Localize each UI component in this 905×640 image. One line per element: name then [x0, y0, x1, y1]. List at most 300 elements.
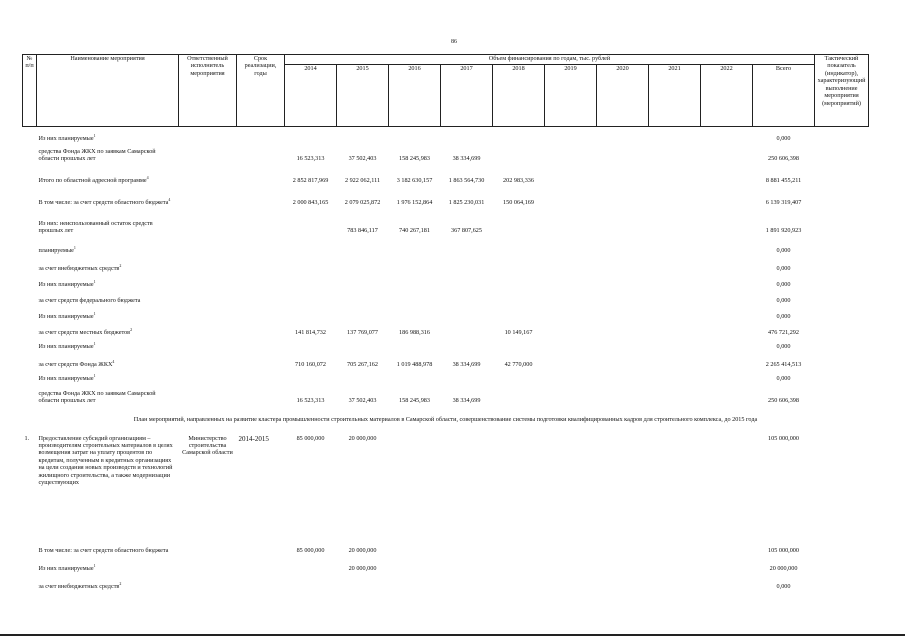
row-resp — [179, 369, 237, 383]
header-year: 2016 — [389, 65, 441, 127]
row-indicator — [815, 127, 869, 143]
row-value — [545, 207, 597, 235]
row-value — [649, 369, 701, 383]
row-name-text: за счет средств федерального бюджета — [38, 297, 141, 305]
row-value — [545, 289, 597, 305]
header-term: Срок реализации, годы — [237, 55, 285, 127]
row-term — [237, 573, 285, 591]
row-value — [597, 235, 649, 255]
row-resp — [179, 127, 237, 143]
row-value — [649, 143, 701, 163]
row-value — [649, 321, 701, 337]
header-responsible: Ответственный исполнитель мероприятия — [179, 55, 237, 127]
row-resp — [179, 555, 237, 573]
row-value — [597, 207, 649, 235]
row-value — [441, 273, 493, 289]
row-name — [37, 235, 179, 255]
row-name-text: за счет средств Фонда ЖКХ — [38, 361, 113, 369]
row-value — [649, 255, 701, 273]
row-value — [545, 163, 597, 185]
row-value — [701, 535, 753, 555]
row-value — [493, 369, 545, 383]
row-term — [237, 289, 285, 305]
row-resp — [179, 207, 237, 235]
row-value — [545, 255, 597, 273]
row-total: 8 881 455,211 — [765, 177, 802, 185]
row-value — [337, 235, 389, 255]
row-value: 2 000 843,165 — [292, 199, 329, 207]
item-value — [493, 435, 545, 535]
row-value — [441, 337, 493, 351]
row-name — [37, 207, 179, 235]
row-resp — [179, 273, 237, 289]
row-name — [37, 383, 179, 405]
row-value — [285, 337, 337, 351]
row-value — [649, 207, 701, 235]
item-value: 20 000,000 — [348, 434, 377, 442]
row-value: 367 807,625 — [451, 227, 482, 235]
table-row — [23, 369, 869, 383]
row-name — [37, 321, 179, 337]
row-value — [701, 185, 753, 207]
row-value — [441, 369, 493, 383]
row-value — [701, 305, 753, 321]
table-row — [23, 435, 869, 535]
row-name-text: планируемые — [38, 247, 74, 255]
row-resp — [179, 289, 237, 305]
row-value — [285, 305, 337, 321]
row-total: 0,000 — [776, 135, 791, 143]
table-row — [23, 273, 869, 289]
row-no — [23, 535, 37, 555]
row-value — [389, 305, 441, 321]
row-value — [545, 383, 597, 405]
row-value — [597, 305, 649, 321]
row-total: 0,000 — [776, 265, 791, 273]
row-value — [337, 573, 389, 591]
row-value — [597, 383, 649, 405]
table-row — [23, 207, 869, 235]
row-value — [649, 127, 701, 143]
row-resp — [179, 185, 237, 207]
row-value: 38 334,699 — [452, 397, 481, 405]
row-term — [237, 337, 285, 351]
header-year: 2019 — [545, 65, 597, 127]
row-value — [337, 337, 389, 351]
row-value — [597, 143, 649, 163]
row-value — [493, 289, 545, 305]
row-value — [337, 289, 389, 305]
row-value — [493, 555, 545, 573]
row-value — [701, 163, 753, 185]
row-indicator — [815, 255, 869, 273]
row-name — [37, 185, 179, 207]
row-total: 0,000 — [776, 297, 791, 305]
row-no — [23, 273, 37, 289]
row-value — [337, 127, 389, 143]
footnote-mark: 1 — [93, 373, 96, 378]
row-value — [649, 185, 701, 207]
row-value: 740 267,181 — [399, 227, 430, 235]
row-indicator — [815, 351, 869, 369]
row-term — [237, 321, 285, 337]
row-value — [545, 185, 597, 207]
row-value: 3 182 630,157 — [396, 177, 433, 185]
table-row — [23, 185, 869, 207]
row-value — [701, 289, 753, 305]
row-value: 16 523,313 — [296, 155, 325, 163]
row-value: 38 334,699 — [452, 155, 481, 163]
row-value — [493, 305, 545, 321]
row-value — [545, 369, 597, 383]
row-name-text: Из них планируемые — [38, 343, 94, 351]
row-value — [597, 321, 649, 337]
item-name: Предоставление субсидий организациям – производителям строительных материалов в целях возмещения затрат на уплату процентов по кредитам, полученным в кредитных организациях на цели создания новых производств и технологий жилищного строительства, а также модернизации существующих — [38, 434, 173, 487]
item-no: 1. — [24, 434, 30, 442]
header-year: 2014 — [285, 65, 337, 127]
footnote-mark: 4 — [112, 359, 115, 364]
row-indicator — [815, 305, 869, 321]
table-row — [23, 573, 869, 591]
row-value — [441, 535, 493, 555]
row-value — [701, 555, 753, 573]
row-no — [23, 321, 37, 337]
row-total: 6 139 319,407 — [765, 199, 802, 207]
row-value — [649, 235, 701, 255]
row-no — [23, 305, 37, 321]
row-value: 1 825 230,031 — [448, 199, 485, 207]
row-value: 20 000,000 — [348, 565, 377, 573]
row-value — [545, 143, 597, 163]
row-resp — [179, 305, 237, 321]
row-name — [37, 143, 179, 163]
row-value — [389, 573, 441, 591]
row-value: 710 160,072 — [295, 361, 326, 369]
row-value — [441, 127, 493, 143]
row-value — [337, 369, 389, 383]
row-value — [545, 535, 597, 555]
footnote-mark: 2 — [130, 327, 133, 332]
row-value: 37 502,403 — [348, 397, 377, 405]
row-value — [285, 289, 337, 305]
row-no — [23, 235, 37, 255]
row-value: 20 000,000 — [348, 547, 377, 555]
row-value — [701, 351, 753, 369]
row-name-text: средства Фонда ЖКХ по заявкам Самарской области прошлых лет — [38, 389, 156, 405]
row-value — [389, 337, 441, 351]
row-value: 37 502,403 — [348, 155, 377, 163]
row-indicator — [815, 369, 869, 383]
row-value: 2 852 817,969 — [292, 177, 329, 185]
row-value — [285, 207, 337, 235]
row-name — [37, 305, 179, 321]
row-no — [23, 337, 37, 351]
page-number: 86 — [451, 39, 457, 45]
row-value — [545, 305, 597, 321]
header-year: 2022 — [701, 65, 753, 127]
row-value: 158 245,983 — [399, 397, 430, 405]
row-value — [649, 535, 701, 555]
row-indicator — [815, 321, 869, 337]
row-resp — [179, 235, 237, 255]
row-indicator — [815, 573, 869, 591]
row-name — [37, 273, 179, 289]
row-value — [545, 555, 597, 573]
row-value — [597, 289, 649, 305]
row-indicator — [815, 535, 869, 555]
row-value — [337, 305, 389, 321]
row-value — [389, 535, 441, 555]
item-total: 105 000,000 — [768, 434, 799, 442]
footnote-mark: 1 — [93, 279, 96, 284]
row-value — [649, 555, 701, 573]
row-indicator — [815, 289, 869, 305]
row-total: 0,000 — [776, 583, 791, 591]
row-no — [23, 185, 37, 207]
bottom-rule — [0, 634, 905, 636]
row-value — [545, 337, 597, 351]
row-no — [23, 369, 37, 383]
row-value — [493, 255, 545, 273]
row-value: 38 334,699 — [452, 361, 481, 369]
row-value — [597, 185, 649, 207]
row-value — [493, 207, 545, 235]
item-responsible: Министерство строительства Самарской области — [182, 434, 233, 457]
row-no — [23, 143, 37, 163]
item-term: 2014-2015 — [238, 434, 269, 443]
item-value — [597, 435, 649, 535]
item-value — [701, 435, 753, 535]
header-year: 2015 — [337, 65, 389, 127]
header-volume: Объем финансирования по годам, тыс. рублей — [285, 55, 815, 65]
header-year: 2018 — [493, 65, 545, 127]
row-total: 0,000 — [776, 313, 791, 321]
footnote-mark: 4 — [146, 175, 149, 180]
row-value — [493, 235, 545, 255]
row-value — [493, 383, 545, 405]
table-row — [23, 337, 869, 351]
row-value — [545, 235, 597, 255]
section-title: План мероприятий, направленных на развитие кластера промышленности строительных материалов в Самарской области, совершенствование системы подготовки квалифицированных кадров для строительного комплекса, до 2015 года — [133, 415, 758, 423]
table-row — [23, 143, 869, 163]
row-no — [23, 383, 37, 405]
row-value — [545, 127, 597, 143]
financing-table — [22, 54, 869, 591]
row-value — [701, 127, 753, 143]
row-value — [389, 235, 441, 255]
row-value: 705 267,162 — [347, 361, 378, 369]
row-value: 137 769,077 — [347, 329, 378, 337]
row-name — [37, 573, 179, 591]
row-term — [237, 273, 285, 289]
footnote-mark: 1 — [93, 563, 96, 568]
row-name — [37, 163, 179, 185]
item-value — [389, 435, 441, 535]
row-value — [597, 555, 649, 573]
row-value — [441, 255, 493, 273]
row-indicator — [815, 207, 869, 235]
row-value — [597, 163, 649, 185]
row-value — [597, 351, 649, 369]
row-name — [37, 127, 179, 143]
table-row — [23, 383, 869, 405]
row-value — [649, 383, 701, 405]
row-value — [493, 273, 545, 289]
footnote-mark: 1 — [93, 341, 96, 346]
row-value — [441, 321, 493, 337]
row-value — [493, 337, 545, 351]
row-value — [701, 207, 753, 235]
row-total: 20 000,000 — [769, 565, 798, 573]
row-term — [237, 535, 285, 555]
row-name-text: Из них планируемые — [38, 565, 94, 573]
table-row — [23, 555, 869, 573]
row-no — [23, 289, 37, 305]
table-row — [23, 351, 869, 369]
item-value — [545, 435, 597, 535]
row-total: 1 891 920,923 — [765, 227, 802, 235]
row-name — [37, 337, 179, 351]
row-value: 2 079 025,872 — [344, 199, 381, 207]
row-value: 186 988,316 — [399, 329, 430, 337]
row-value: 1 976 152,864 — [396, 199, 433, 207]
row-indicator — [815, 383, 869, 405]
row-indicator — [815, 185, 869, 207]
row-resp — [179, 337, 237, 351]
row-value: 158 245,983 — [399, 155, 430, 163]
row-indicator — [815, 143, 869, 163]
header-no: № п/п — [23, 55, 37, 127]
row-value — [701, 383, 753, 405]
row-value: 85 000,000 — [296, 547, 325, 555]
row-value — [545, 351, 597, 369]
item-value — [441, 435, 493, 535]
row-name — [37, 369, 179, 383]
row-value — [545, 573, 597, 591]
row-resp — [179, 573, 237, 591]
row-resp — [179, 143, 237, 163]
header-year: 2021 — [649, 65, 701, 127]
row-value — [441, 289, 493, 305]
item-value — [649, 435, 701, 535]
row-value — [389, 555, 441, 573]
row-name-text: В том числе: за счет средств областного бюджета — [38, 547, 169, 555]
row-name-text: Итого по областной адресной программе — [38, 177, 147, 185]
row-term — [237, 369, 285, 383]
row-value — [441, 305, 493, 321]
row-no — [23, 207, 37, 235]
row-total: 250 606,398 — [768, 155, 799, 163]
table-row — [23, 305, 869, 321]
row-value — [701, 321, 753, 337]
row-value — [493, 127, 545, 143]
row-value — [701, 573, 753, 591]
row-total: 0,000 — [776, 343, 791, 351]
footnote-mark: 1 — [93, 133, 96, 138]
row-name-text: за счет средств местных бюджетов — [38, 329, 131, 337]
row-value — [649, 273, 701, 289]
row-value — [441, 573, 493, 591]
row-value — [649, 289, 701, 305]
row-no — [23, 255, 37, 273]
table-row — [23, 255, 869, 273]
row-total: 2 265 414,513 — [765, 361, 802, 369]
row-value — [597, 255, 649, 273]
row-resp — [179, 255, 237, 273]
row-value — [441, 235, 493, 255]
footnote-mark: 4 — [168, 197, 171, 202]
row-value — [493, 535, 545, 555]
row-indicator — [815, 273, 869, 289]
row-value — [701, 369, 753, 383]
row-value — [597, 369, 649, 383]
row-resp — [179, 383, 237, 405]
row-value: 2 922 062,111 — [344, 177, 381, 185]
row-value: 202 983,336 — [503, 177, 534, 185]
row-name-text: средства Фонда ЖКХ по заявкам Самарской области прошлых лет — [38, 147, 156, 163]
row-value — [649, 305, 701, 321]
row-value: 16 523,313 — [296, 397, 325, 405]
row-value — [597, 535, 649, 555]
row-value — [649, 337, 701, 351]
row-name-text: Из них планируемые — [38, 313, 94, 321]
row-name-text: Из них планируемые — [38, 135, 94, 143]
row-term — [237, 235, 285, 255]
row-resp — [179, 163, 237, 185]
row-indicator — [815, 337, 869, 351]
row-value: 1 863 564,730 — [448, 177, 485, 185]
row-value — [285, 369, 337, 383]
row-value — [649, 163, 701, 185]
row-value — [285, 573, 337, 591]
row-value — [337, 273, 389, 289]
footnote-mark: 2 — [119, 581, 122, 586]
row-term — [237, 305, 285, 321]
row-name — [37, 255, 179, 273]
row-name-text: Из них: неиспользованный остаток средств прошлых лет — [38, 219, 153, 235]
row-value: 42 770,000 — [504, 361, 533, 369]
section-row — [23, 405, 869, 435]
row-value — [493, 573, 545, 591]
row-value — [389, 127, 441, 143]
table-row — [23, 163, 869, 185]
item-value: 85 000,000 — [296, 434, 325, 442]
row-value — [337, 255, 389, 273]
header-total: Всего — [753, 65, 815, 127]
row-value: 1 019 488,978 — [396, 361, 433, 369]
row-value — [545, 321, 597, 337]
row-term — [237, 555, 285, 573]
row-value — [597, 337, 649, 351]
row-no — [23, 127, 37, 143]
row-name-text: Из них планируемые — [38, 281, 94, 289]
row-term — [237, 143, 285, 163]
footnote-mark: 1 — [93, 311, 96, 316]
row-name-text: В том числе: за счет средств областного бюджета — [38, 199, 169, 207]
row-indicator — [815, 163, 869, 185]
footnote-mark: 2 — [119, 263, 122, 268]
row-value — [389, 369, 441, 383]
row-total: 0,000 — [776, 247, 791, 255]
row-value — [285, 127, 337, 143]
row-name — [37, 535, 179, 555]
row-value — [701, 235, 753, 255]
row-resp — [179, 351, 237, 369]
row-resp — [179, 535, 237, 555]
row-value — [597, 573, 649, 591]
row-name — [37, 555, 179, 573]
row-value: 150 064,169 — [503, 199, 534, 207]
